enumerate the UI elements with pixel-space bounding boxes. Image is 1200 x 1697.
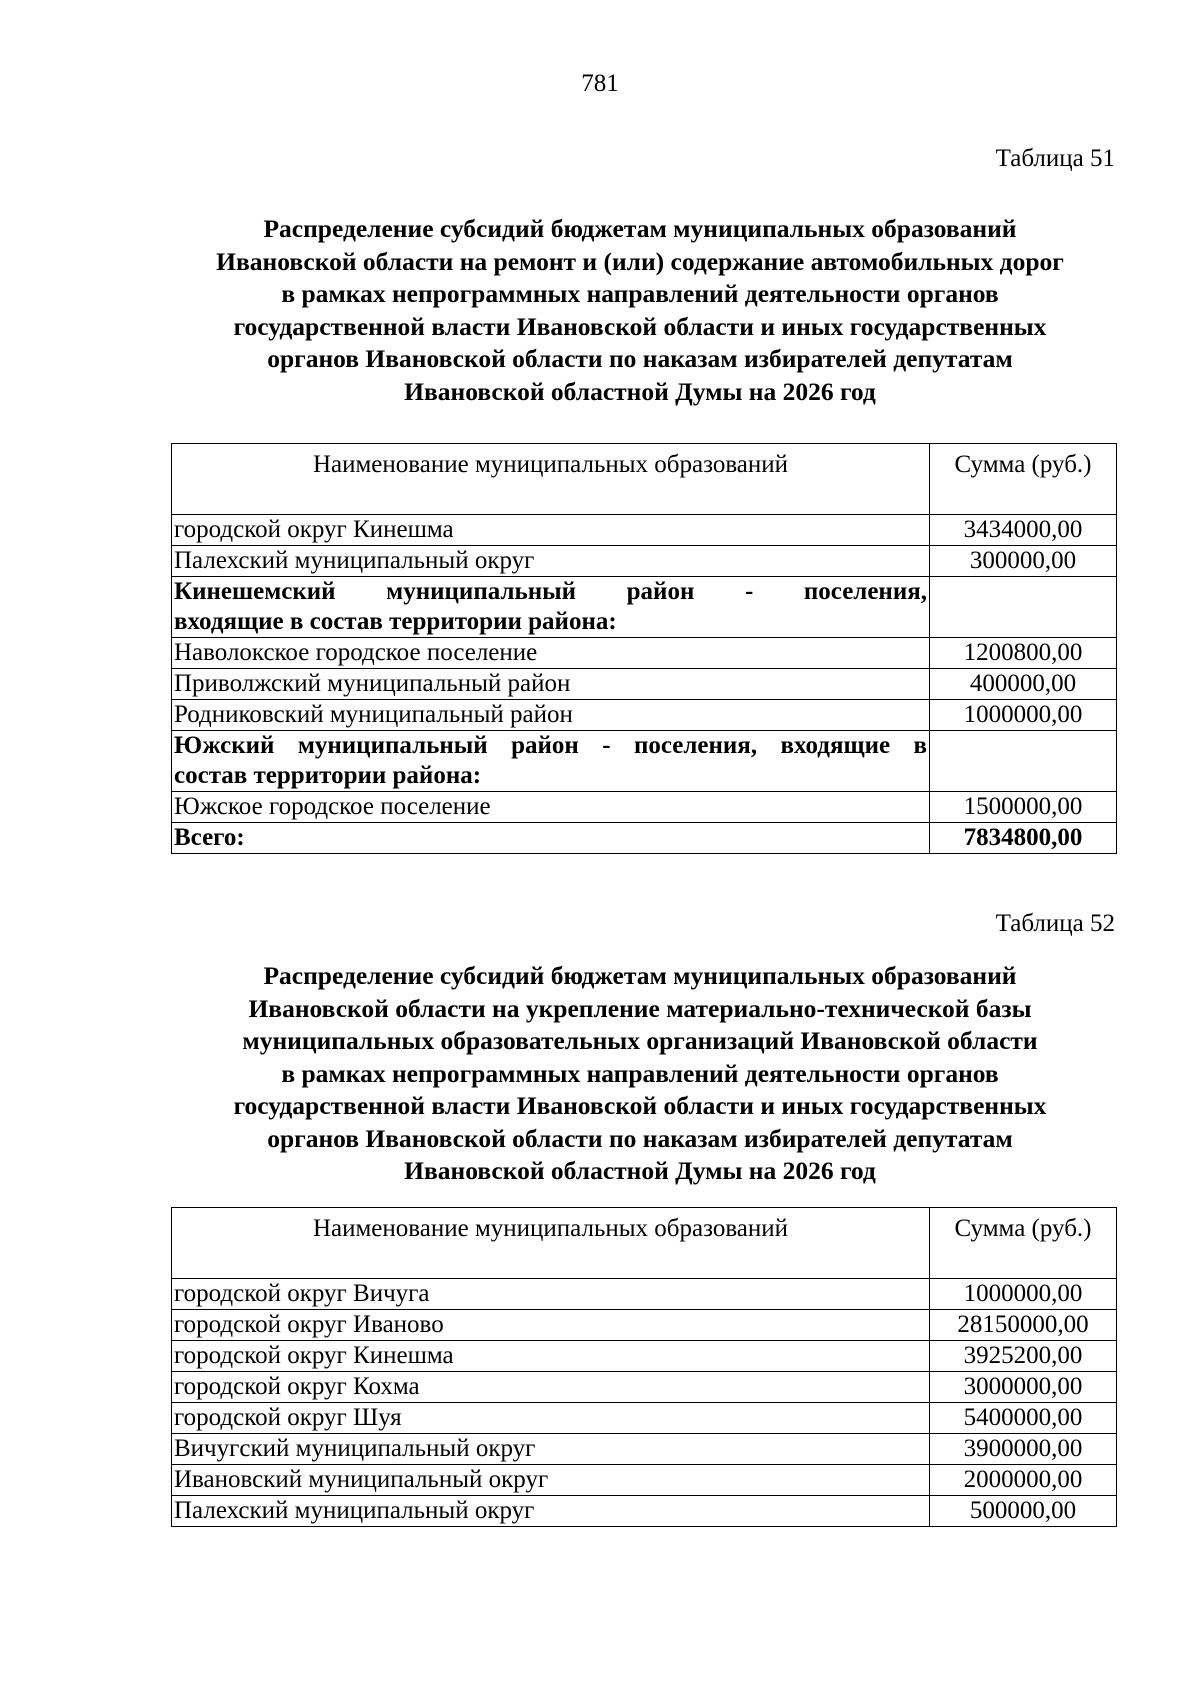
table-group-row xyxy=(172,731,1117,792)
group-name-line2: входящие в состав территории района: xyxy=(174,608,617,635)
table-header-row xyxy=(172,444,1117,515)
row-name: Ивановский муниципальный округ xyxy=(172,1465,930,1496)
header-name: Наименование муниципальных образований xyxy=(172,1208,930,1279)
title-line: органов Ивановской области по наказам избирателей депутатам xyxy=(267,344,1013,373)
table-row xyxy=(172,1465,1117,1496)
table-row xyxy=(172,1310,1117,1341)
table-52 xyxy=(171,1207,1117,1527)
group-name-line2: состав территории района: xyxy=(174,762,482,789)
page-number: 781 xyxy=(581,70,619,97)
title-line: муниципальных образовательных организаций Ивановской области xyxy=(242,1026,1038,1055)
row-sum: 1000000,00 xyxy=(930,700,1117,731)
table-51-label: Таблица 51 xyxy=(995,145,1115,172)
row-name: Приволжский муниципальный район xyxy=(172,669,930,700)
title-line: в рамках непрограммных направлений деятельности органов xyxy=(281,279,999,308)
row-name: городской округ Кинешма xyxy=(172,1341,930,1372)
row-sum: 300000,00 xyxy=(930,546,1117,577)
group-name-line1: Южский муниципальный район - поселения, входящие в xyxy=(174,732,927,759)
row-name: Палехский муниципальный округ xyxy=(172,1496,930,1527)
title-line: Ивановской областной Думы на 2026 год xyxy=(404,376,876,406)
table-header-row xyxy=(172,1208,1117,1279)
row-name: городской округ Вичуга xyxy=(172,1279,930,1310)
header-sum: Сумма (руб.) xyxy=(930,444,1117,515)
row-name: городской округ Шуя xyxy=(172,1403,930,1434)
row-sum xyxy=(930,731,1117,792)
title-line: Ивановской области на ремонт и (или) содержание автомобильных дорог xyxy=(216,246,1064,276)
row-sum: 1500000,00 xyxy=(930,792,1117,823)
row-sum: 500000,00 xyxy=(930,1496,1117,1527)
title-line: органов Ивановской области по наказам избирателей депутатам xyxy=(267,1123,1013,1153)
total-sum: 7834800,00 xyxy=(930,823,1117,854)
table-row xyxy=(172,638,1117,669)
row-sum: 28150000,00 xyxy=(930,1310,1117,1341)
row-name: Наволокское городское поселение xyxy=(172,638,930,669)
table-row xyxy=(172,792,1117,823)
table-row xyxy=(172,1496,1117,1527)
table-group-row xyxy=(172,577,1117,638)
row-name: городской округ Кинешма xyxy=(172,515,930,546)
title-line: государственной власти Ивановской области и иных государственных xyxy=(233,311,1047,341)
row-sum: 1000000,00 xyxy=(930,1279,1117,1310)
row-sum: 3925200,00 xyxy=(930,1341,1117,1372)
title-line: в рамках непрограммных направлений деятельности органов xyxy=(281,1058,999,1088)
row-name: Южское городское поселение xyxy=(172,792,930,823)
header-name: Наименование муниципальных образований xyxy=(172,444,930,515)
row-sum xyxy=(930,577,1117,638)
row-name: городской округ Иваново xyxy=(172,1310,930,1341)
row-name: Родниковский муниципальный район xyxy=(172,700,930,731)
table-row xyxy=(172,1403,1117,1434)
table-row xyxy=(172,1434,1117,1465)
title-line: Ивановской области на укрепление материально-технической базы xyxy=(248,993,1032,1023)
row-name: городской округ Кохма xyxy=(172,1372,930,1403)
row-name: Палехский муниципальный округ xyxy=(172,546,930,577)
table-51-title xyxy=(160,213,1120,408)
row-sum: 3000000,00 xyxy=(930,1372,1117,1403)
row-sum: 2000000,00 xyxy=(930,1465,1117,1496)
table-51 xyxy=(171,443,1117,854)
row-sum: 3900000,00 xyxy=(930,1434,1117,1465)
group-name xyxy=(172,731,930,792)
table-row xyxy=(172,1372,1117,1403)
title-line: государственной власти Ивановской области и иных государственных xyxy=(233,1091,1047,1120)
table-row xyxy=(172,546,1117,577)
title-line: Распределение субсидий бюджетам муниципальных образований xyxy=(263,961,1017,990)
header-sum: Сумма (руб.) xyxy=(930,1208,1117,1279)
table-row xyxy=(172,1279,1117,1310)
table-row xyxy=(172,669,1117,700)
title-line: Ивановской областной Думы на 2026 год xyxy=(404,1156,876,1185)
table-row xyxy=(172,1341,1117,1372)
group-name-line1: Кинешемский муниципальный район - поселения, xyxy=(174,578,927,605)
row-sum: 1200800,00 xyxy=(930,638,1117,669)
total-label: Всего: xyxy=(172,823,930,854)
title-line: Распределение субсидий бюджетам муниципальных образований xyxy=(263,214,1017,243)
row-sum: 3434000,00 xyxy=(930,515,1117,546)
row-name: Вичугский муниципальный округ xyxy=(172,1434,930,1465)
table-total-row xyxy=(172,823,1117,854)
row-sum: 400000,00 xyxy=(930,669,1117,700)
row-sum: 5400000,00 xyxy=(930,1403,1117,1434)
group-name xyxy=(172,577,930,638)
table-row xyxy=(172,700,1117,731)
table-row xyxy=(172,515,1117,546)
table-52-label: Таблица 52 xyxy=(995,910,1115,937)
table-52-title xyxy=(160,960,1120,1188)
